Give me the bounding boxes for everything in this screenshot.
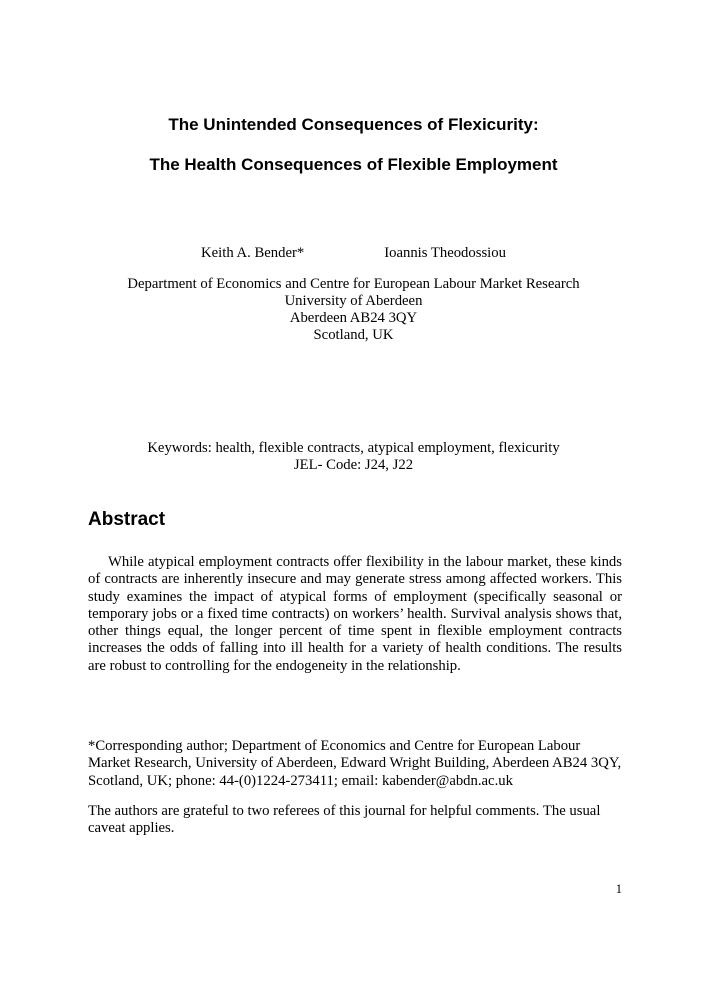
affiliation-line-4: Scotland, UK: [313, 327, 394, 343]
affiliation-line-1: Department of Economics and Centre for European Labour Market Research: [127, 276, 580, 292]
affiliation-block: [0, 276, 707, 344]
paper-title: [0, 105, 707, 185]
paper-title-line1: The Unintended Consequences of Flexicurity:: [168, 115, 539, 134]
acknowledgement-paragraph: The authors are grateful to two referees of this journal for helpful comments. The usual caveat applies.: [88, 803, 601, 837]
keywords-block: [0, 440, 707, 474]
affiliation-line-2: University of Aberdeen: [284, 293, 423, 309]
corresponding-author-footnote: *Corresponding author; Department of Economics and Centre for European Labour Market Research, University of Aberdeen, Edward Wright Building, Aberdeen AB24 3QY, Scotland, UK; phone: 44-(0)1224-273411; email: kabender@abdn.ac.uk: [88, 738, 622, 789]
paper-title-line2: The Health Consequences of Flexible Employment: [149, 155, 558, 174]
jel-code-line: JEL- Code: J24, J22: [293, 457, 414, 473]
authors-row: [0, 245, 707, 262]
abstract-heading: Abstract: [88, 509, 166, 530]
author-name-2: Ioannis Theodossiou: [384, 245, 506, 261]
affiliation-line-3: Aberdeen AB24 3QY: [289, 310, 418, 326]
author-name-1: Keith A. Bender*: [201, 245, 305, 261]
keywords-line: Keywords: health, flexible contracts, atypical employment, flexicurity: [147, 440, 560, 456]
page-number: 1: [615, 882, 622, 896]
abstract-paragraph: While atypical employment contracts offer flexibility in the labour market, these kinds of contracts are inherently insecure and may generate stress among affected workers. This study examines the impact of atypical forms of employment (specifically seasonal or temporary jobs or a fixed time contracts) on workers’ health. Survival analysis shows that, other things equal, the longer percent of time spent in flexible employment contracts increases the odds of falling into ill health for a variety of health conditions. The results are robust to controlling for the endogeneity in the relationship.: [88, 554, 622, 674]
